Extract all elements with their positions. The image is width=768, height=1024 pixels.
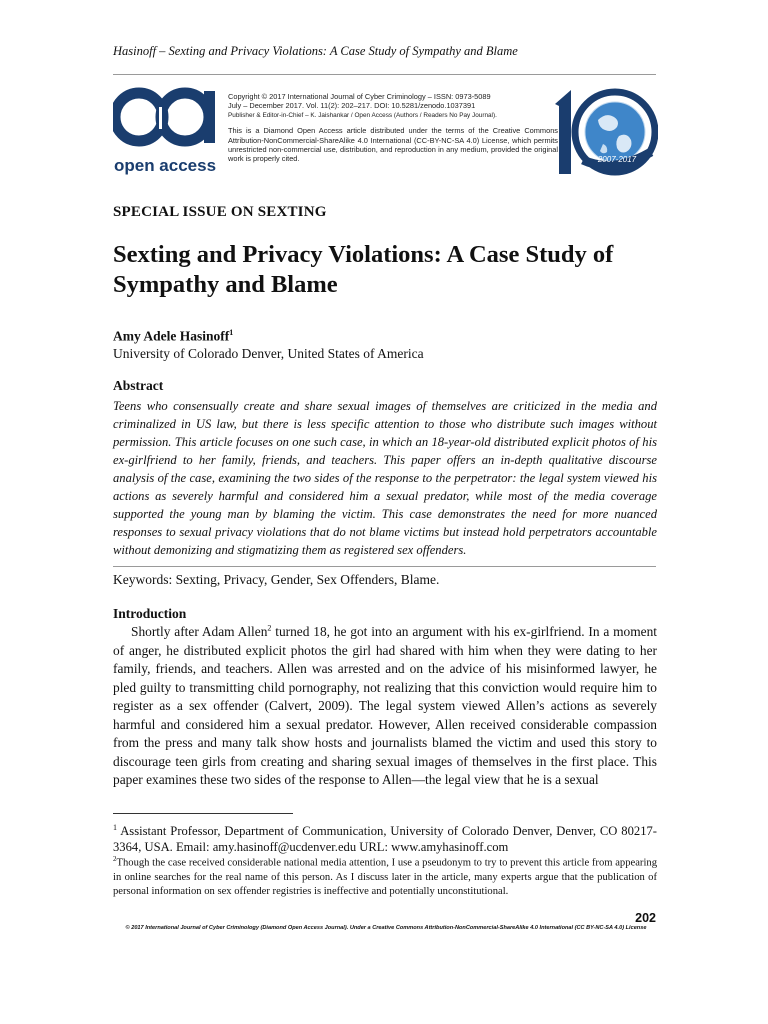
keywords: Keywords: Sexting, Privacy, Gender, Sex Offenders, Blame. <box>113 572 440 587</box>
footnote-2-mark: 2 <box>113 855 117 863</box>
abstract-heading: Abstract <box>113 378 164 393</box>
running-header: Hasinoff – Sexting and Privacy Violations: A Case Study of Sympathy and Blame <box>113 44 518 58</box>
footnote-rule <box>113 813 293 814</box>
open-access-wordmark: open access <box>113 156 217 175</box>
special-issue-label: SPECIAL ISSUE ON SEXTING <box>113 204 327 220</box>
header-rule <box>113 74 656 75</box>
intro-footnote-mark: 2 <box>267 623 272 633</box>
intro-text-rest: turned 18, he got into an argument with his ex-girlfriend. In a moment of anger, he distributed explicit photos the girl had shared with him when they were dating to her family, friends, and teachers. Allen was arrested and on the advice of his misinformed lawyer, he pled guilty to transmitting child pornography, not realizing that this conviction would require him to register as a sex offender (Calvert, 2009). The legal system viewed Allen’s actions as severely harmful and considered him a sexual predator. However, Allen received considerable compassion from the press and many talk show hosts and journalists blamed the victim and used this story to discourage teen girls from creating and sharing sexual images of themselves in the first place. This paper examines these two sides of the response to Allen—the legal view that he is a sexual <box>113 624 657 787</box>
copyright-block <box>228 92 558 164</box>
introduction-heading: Introduction <box>113 606 187 621</box>
intro-text-start: Shortly after Adam Allen <box>131 624 268 639</box>
footnote-1 <box>113 820 657 855</box>
footer-license: © 2017 International Journal of Cyber Criminology (Diamond Open Access Journal). Under a Creative Commons Attribution-NonCommercial-ShareAlike 4.0 International (CC BY-NC-SA 4.0) License <box>125 925 647 931</box>
publisher-line: Publisher & Editor-in-Chief – K. Jaishankar / Open Access (Authors / Readers No Pay Journal). <box>228 111 497 119</box>
author-footnote-mark: 1 <box>229 328 234 337</box>
author-name <box>113 328 233 345</box>
author-name-text: Amy Adele Hasinoff <box>113 328 230 344</box>
anniversary-years: 2007-2017 <box>597 155 637 164</box>
footnote-2-text: Though the case received considerable national media attention, I use a pseudonym to try to prevent this article from appearing in online searches for the real name of this person. As I discuss later in the article, many experts argue that the publication of personal information on sex offender registries is ineffective and potentially unconstitutional. <box>113 857 657 897</box>
footnote-2 <box>113 852 657 899</box>
volume-line: July – December 2017. Vol. 11(2): 202–217. DOI: 10.5281/zenodo.1037391 <box>228 101 476 111</box>
open-access-logo <box>113 85 218 177</box>
article-title: Sexting and Privacy Violations: A Case Study of Sympathy and Blame <box>113 241 614 298</box>
page-number: 202 <box>635 911 656 925</box>
abstract-rule <box>113 566 656 567</box>
author-affiliation: University of Colorado Denver, United States of America <box>113 346 424 361</box>
footnote-1-text: Assistant Professor, Department of Communication, University of Colorado Denver, Denver, CO 80217-3364, USA. Email: amy.hasinoff@ucdenver.edu URL: www.amyhasinoff.com <box>113 824 657 855</box>
abstract-text: Teens who consensually create and share sexual images of themselves are criticized in the media and criminalized in US law, but there is less specific attention to those who distribute such images without permission. This article focuses on one such case, in which an 18-year-old distributed explicit photos of his ex-girlfriend to her family, friends, and teachers. This paper offers an in-depth qualitative discourse analysis of the case, examining the two sides of the response to the perpetrator: the legal system viewed his actions as severely harmful and considered him a sexual predator, while most of the media coverage supported the young man by blaming the victim. This case demonstrates the need for more nuanced responses to sexual privacy violations that do not blame victims but instead hold perpetrators accountable without demonizing and stigmatizing them as registered sex offenders. <box>113 399 657 557</box>
introduction-paragraph <box>113 623 657 790</box>
copyright-line: Copyright © 2017 International Journal of Cyber Criminology – ISSN: 0973-5089 <box>228 92 491 101</box>
footnote-1-mark: 1 <box>113 823 117 832</box>
license-text: This is a Diamond Open Access article distributed under the terms of the Creative Commons Attribution-NonCommercial-ShareAlike 4.0 International (CC-BY-NC-SA 4.0) License, which permits unrestricted non-commercial use, distribution, and reproduction in any medium, provided the original work is properly cited. <box>228 126 558 164</box>
anniversary-logo <box>553 82 658 182</box>
